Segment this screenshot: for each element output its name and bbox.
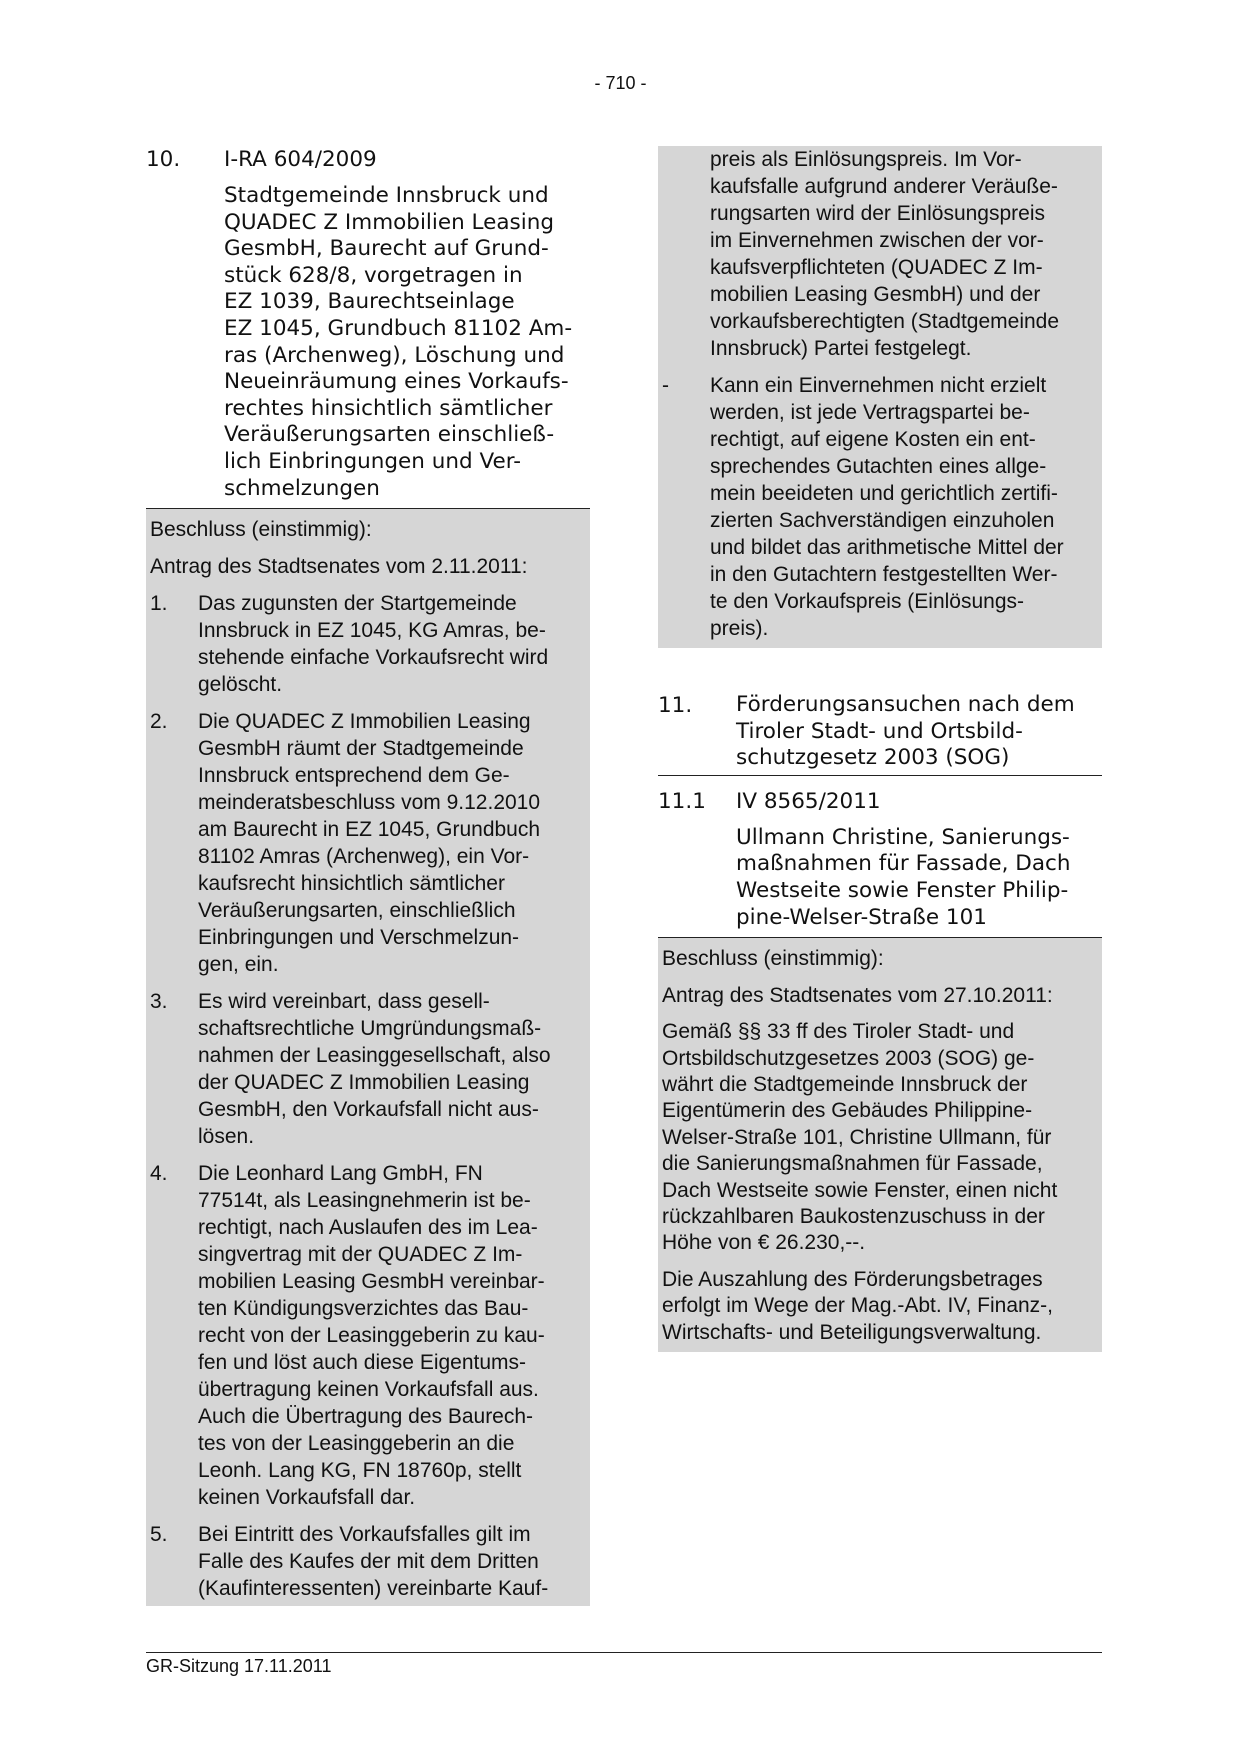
item-number: 11.: [658, 693, 693, 718]
item-title: Förderungsansuchen nach dem Tiroler Stadt- und Ortsbild- schutzgesetz 2003 (SOG): [736, 692, 1075, 771]
resolution-continuation: [658, 146, 1102, 648]
resolution-block: [658, 938, 1102, 1352]
item-number: 11.1: [658, 788, 706, 814]
agenda-item-11: [658, 692, 1102, 776]
list-item: 2. Die QUADEC Z Immobilien Leasing GesmbH räumt der Stadtgemeinde Innsbruck entsprechend dem Ge- meinderatsbeschluss vom 9.12.2010 am Baurecht in EZ 1045, Grundbuch 81102 Amras (Archenweg), ein Vor- kaufsrecht hinsichtlich sämtlicher Veräußerungsarten, einschließlich Einbringungen und Verschmelzun- gen, ein.: [150, 710, 541, 977]
payment-text: Die Auszahlung des Förderungsbetrages erfolgt im Wege der Mag.-Abt. IV, Finanz-, Wirtschafts- und Beteiligungsverwaltung.: [662, 1267, 1054, 1344]
resolution-text: Gemäß §§ 33 ff des Tiroler Stadt- und Ortsbildschutzgesetzes 2003 (SOG) ge- währt die Stadtgemeinde Innsbruck der Eigentümerin des Gebäudes Philippine- Welser-Straße 101, Christine Ullmann, für die Sanierungsmaßnahmen für Fassade, Dach Westseite sowie Fenster, einen nicht rückzahlbaren Baukostenzuschuss in der Höhe von € 26.230,--.: [662, 1020, 1058, 1255]
resolution-block: [146, 509, 590, 1606]
list-item: 3. Es wird vereinbart, dass gesell- schaftsrechtliche Umgründungsmaß- nahmen der Leasinggesellschaft, also der QUADEC Z Immobilien Leasing GesmbH, den Vorkaufsfall nicht aus- lösen.: [150, 990, 551, 1149]
item-reference: IV 8565/2011: [736, 788, 881, 814]
motion-label: Antrag des Stadtsenates vom 2.11.2011:: [150, 555, 528, 579]
dash-list-item: - Kann ein Einvernehmen nicht erzielt werden, ist jede Vertragspartei be- rechtigt, auf eigene Kosten ein ent- sprechendes Gutachten eines allge- mein beeideten und gerichtlich zertifi- zierten Sachverständigen einzuholen und bildet das arithmetische Mittel der in den Gutachtern festgestellten Wer- te den Vorkaufspreis (Einlösungs- preis).: [662, 374, 1064, 640]
continuation-text: preis als Einlösungspreis. Im Vor- kaufsfalle aufgrund anderer Veräuße- rungsarten wird der Einlösungspreis im Einvernehmen zwischen der vor- kaufsverpflichteten (QUADEC Z Im- mobilien Leasing GesmbH) und der vorkaufsberechtigten (Stadtgemeinde Innsbruck) Partei festgelegt.: [710, 148, 1060, 360]
list-item: 4. Die Leonhard Lang GmbH, FN 77514t, als Leasingnehmerin ist be- rechtigt, nach Auslaufen des im Lea- singvertrag mit der QUADEC Z Im- mobilien Leasing GesmbH vereinbar- ten Kündigungsverzichtes das Bau- recht von der Leasinggeberin zu kau- fen und löst auch diese Eigentums- übertragung keinen Vorkaufsfall aus. Auch die Übertragung des Baurech- tes von der Leasinggeberin an die Leonh. Lang KG, FN 18760p, stellt keinen Vorkaufsfall dar.: [150, 1162, 545, 1510]
page-number: - 710 -: [594, 73, 647, 93]
motion-label: Antrag des Stadtsenates vom 27.10.2011:: [662, 984, 1053, 1008]
list-item: 1. Das zugunsten der Startgemeinde Innsbruck in EZ 1045, KG Amras, be- stehende einfache Vorkaufsrecht wird gelöscht.: [150, 592, 549, 697]
item-reference: I-RA 604/2009: [224, 147, 377, 172]
agenda-item-10: [146, 146, 590, 509]
item-title: Stadtgemeinde Innsbruck und QUADEC Z Immobilien Leasing GesmbH, Baurecht auf Grund- stück 628/8, vorgetragen in EZ 1039, Baurechtseinlage EZ 1045, Grundbuch 81102 Am- ras (Archenweg), Löschung und Neueinräumung eines Vorkaufs- rechtes hinsichtlich sämtlicher Veräußerungsarten einschließ- lich Einbringungen und Ver- schmelzungen: [224, 183, 573, 501]
footer-text: GR-Sitzung 17.11.2011: [146, 1656, 332, 1676]
list-item: 5. Bei Eintritt des Vorkaufsfalles gilt im Falle des Kaufes der mit dem Dritten (Kaufinteressenten) vereinbarte Kauf-: [150, 1523, 549, 1601]
item-number: 10.: [146, 147, 181, 172]
left-column: [146, 146, 590, 1606]
right-column: [658, 146, 1102, 1352]
agenda-item-11-1: [658, 788, 1102, 938]
decision-label: Beschluss (einstimmig):: [662, 947, 884, 971]
footer-divider: [146, 1652, 1102, 1653]
decision-label: Beschluss (einstimmig):: [150, 518, 372, 542]
item-title: Ullmann Christine, Sanierungs- maßnahmen für Fassade, Dach Westseite sowie Fenster Philip- pine-Welser-Straße 101: [736, 824, 1071, 930]
